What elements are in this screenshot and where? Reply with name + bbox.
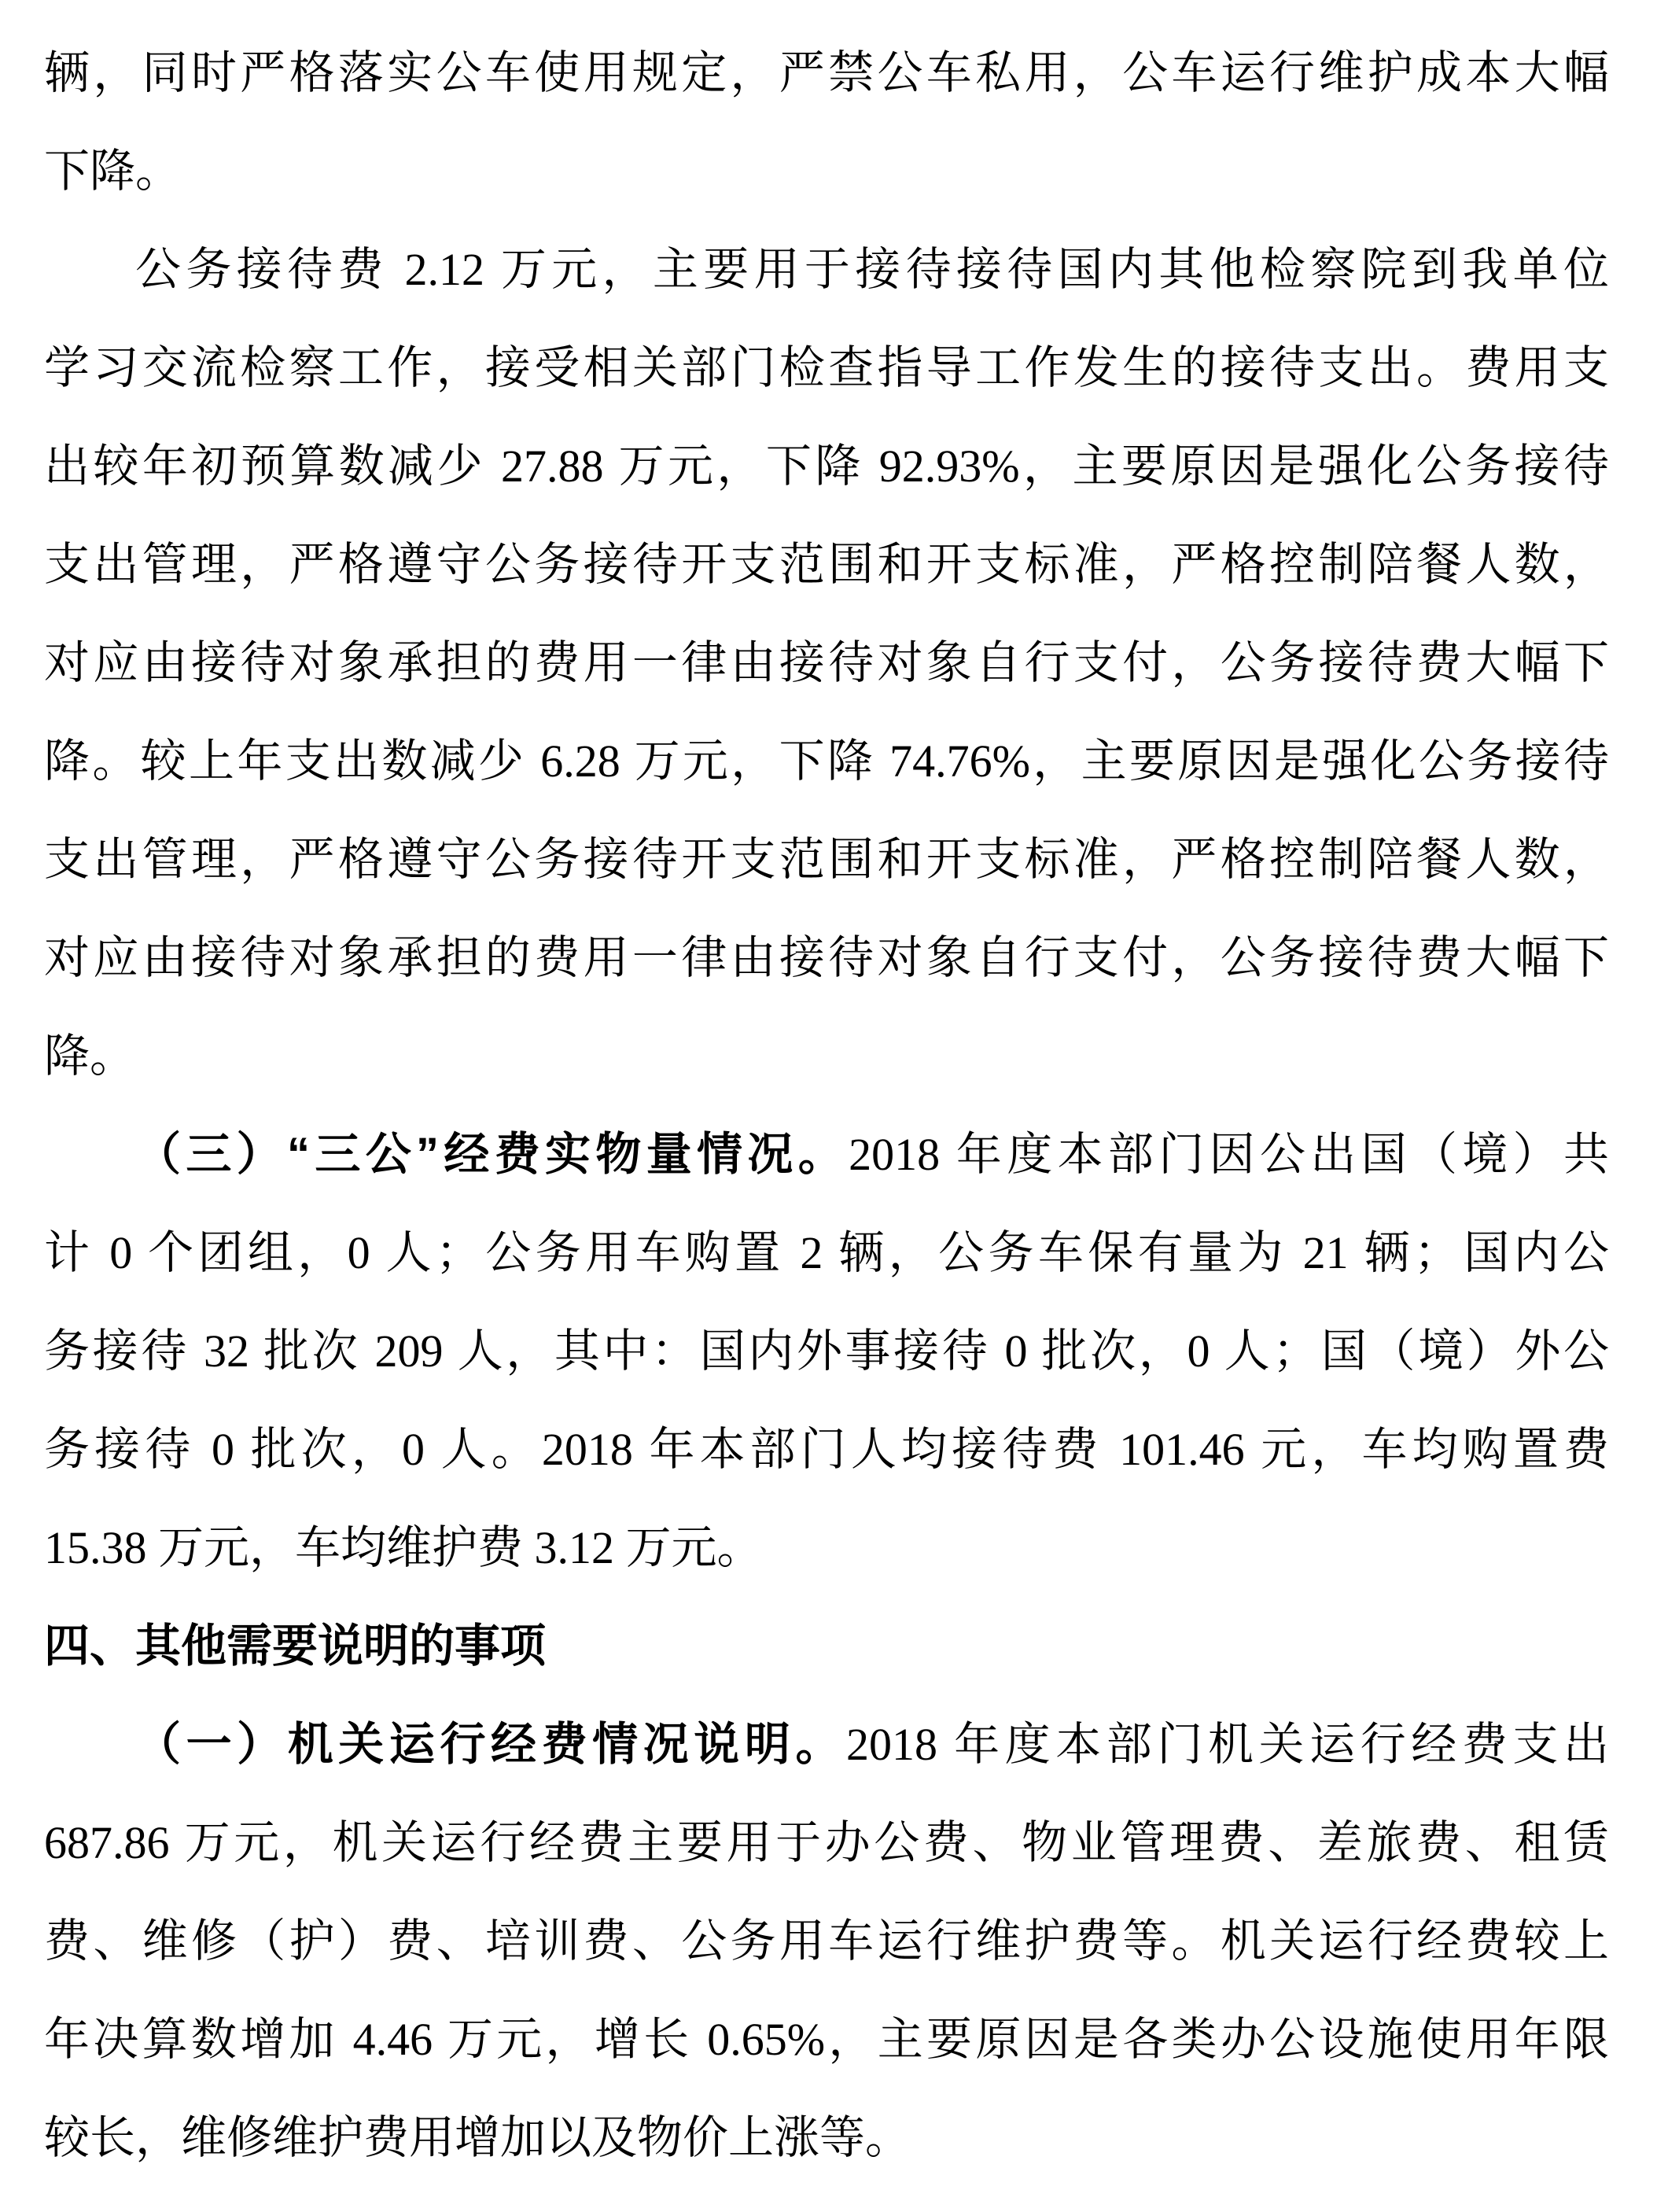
text-segment: 对应由接待对象承担的费用一律由接待对象自行支付，公务接待费大幅下 bbox=[44, 932, 1609, 983]
text-line-19 bbox=[44, 1794, 1609, 1892]
subheading-jiguan-run-in: （一）机关运行经费情况说明。 bbox=[135, 1719, 847, 1770]
text-line-14 bbox=[44, 1302, 1609, 1400]
text-line-18 bbox=[44, 1695, 1609, 1794]
text-line-6 bbox=[44, 515, 1609, 614]
text-segment: 费、维修（护）费、培训费、公务用车运行维护费等。机关运行经费较上 bbox=[44, 1915, 1609, 1967]
text-line-22 bbox=[44, 2088, 1609, 2187]
text-line-15 bbox=[44, 1400, 1609, 1499]
text-segment: 公务接待费 2.12 万元，主要用于接待接待国内其他检察院到我单位 bbox=[135, 244, 1609, 295]
subheading-san-gong-run-in: （三）“三公”经费实物量情况。 bbox=[135, 1129, 849, 1180]
text-segment: 下降。 bbox=[44, 146, 182, 197]
text-segment: 辆，同时严格落实公车使用规定，严禁公车私用，公车运行维护成本大幅 bbox=[44, 47, 1609, 98]
section-heading-4 bbox=[44, 1597, 1609, 1695]
text-segment: 降。较上年支出数减少 6.28 万元，下降 74.76%，主要原因是强化公务接待 bbox=[44, 735, 1609, 787]
text-segment: 2018 年度本部门机关运行经费支出 bbox=[846, 1719, 1609, 1770]
text-line-20 bbox=[44, 1892, 1609, 1990]
text-line-13 bbox=[44, 1204, 1609, 1302]
text-segment: 务接待 32 批次 209 人，其中：国内外事接待 0 批次，0 人；国（境）外公 bbox=[44, 1325, 1609, 1377]
text-segment: 务接待 0 批次，0 人。2018 年本部门人均接待费 101.46 元，车均购置费 bbox=[44, 1424, 1609, 1475]
text-block bbox=[44, 24, 1609, 2187]
text-line-9 bbox=[44, 810, 1609, 909]
text-line-3 bbox=[44, 220, 1609, 319]
text-segment: 降。 bbox=[44, 1030, 136, 1082]
text-line-2 bbox=[44, 122, 1609, 220]
section-heading-text: 四、其他需要说明的事项 bbox=[44, 1620, 547, 1672]
text-line-12 bbox=[44, 1105, 1609, 1204]
text-line-4 bbox=[44, 319, 1609, 417]
text-segment: 对应由接待对象承担的费用一律由接待对象自行支付，公务接待费大幅下 bbox=[44, 637, 1609, 688]
text-segment: 15.38 万元，车均维护费 3.12 万元。 bbox=[44, 1522, 763, 1573]
text-line-7 bbox=[44, 614, 1609, 712]
text-segment: 学习交流检察工作，接受相关部门检查指导工作发生的接待支出。费用支 bbox=[44, 342, 1609, 393]
text-segment: 出较年初预算数减少 27.88 万元，下降 92.93%，主要原因是强化公务接待 bbox=[44, 441, 1609, 492]
text-segment: 687.86 万元，机关运行经费主要用于办公费、物业管理费、差旅费、租赁 bbox=[44, 1817, 1609, 1868]
text-line-11 bbox=[44, 1007, 1609, 1105]
text-line-21 bbox=[44, 1990, 1609, 2088]
text-segment: 支出管理，严格遵守公务接待开支范围和开支标准，严格控制陪餐人数， bbox=[44, 539, 1609, 590]
text-line-1 bbox=[44, 24, 1609, 122]
text-segment: 较长，维修维护费用增加以及物价上涨等。 bbox=[44, 2112, 911, 2163]
text-line-16 bbox=[44, 1499, 1609, 1597]
text-segment: 年决算数增加 4.46 万元，增长 0.65%，主要原因是各类办公设施使用年限 bbox=[44, 2014, 1609, 2065]
text-segment: 计 0 个团组，0 人；公务用车购置 2 辆，公务车保有量为 21 辆；国内公 bbox=[44, 1227, 1609, 1278]
text-line-8 bbox=[44, 712, 1609, 810]
text-line-10 bbox=[44, 909, 1609, 1007]
text-segment: 支出管理，严格遵守公务接待开支范围和开支标准，严格控制陪餐人数， bbox=[44, 834, 1609, 885]
text-line-5 bbox=[44, 417, 1609, 515]
text-segment: 2018 年度本部门因公出国（境）共 bbox=[849, 1129, 1609, 1180]
